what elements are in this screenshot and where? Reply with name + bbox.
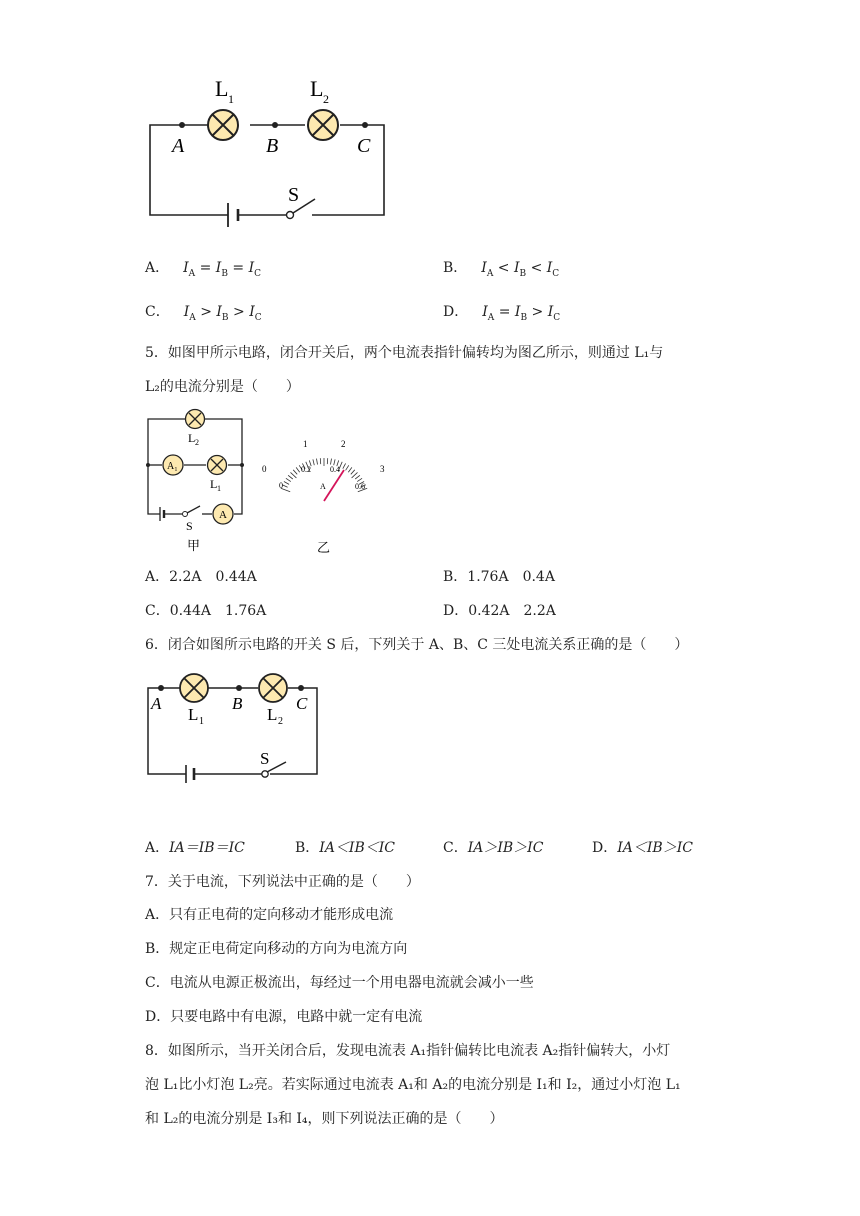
point-a-label: A <box>172 135 185 157</box>
svg-text:1: 1 <box>217 484 221 493</box>
q4-option-d[interactable]: D． $I_A = I_B > I_C$ <box>443 304 561 323</box>
dial-tick <box>291 472 297 478</box>
dial-tick <box>282 485 287 488</box>
dial-tick <box>293 470 297 475</box>
q6-stem: 6．闭合如图所示电路的开关 S 后，下列关于 A、B、C 三处电流关系正确的是（ ） <box>145 637 689 653</box>
q6-option-a[interactable]: A．IA＝IB＝IC <box>145 840 245 856</box>
svg-text:A: A <box>219 509 227 521</box>
series-circuit-figure-1 <box>140 70 400 230</box>
point-b-label-q6: B <box>232 694 243 713</box>
label-l2-q6: L <box>267 705 278 724</box>
q5-stem-line2: L₂的电流分别是（ ） <box>145 379 300 395</box>
dial-tick <box>317 459 318 465</box>
label-l2-jia: L <box>188 431 196 445</box>
dial-tick <box>352 472 358 478</box>
q5-option-c[interactable]: C．0.44A 1.76A <box>145 603 267 619</box>
dial-tick <box>343 463 346 468</box>
q5-stem-line1: 5．如图甲所示电路，闭合开关后，两个电流表指针偏转均为图乙所示，则通过 L₁与 <box>145 345 664 361</box>
point-c-label: C <box>357 135 371 157</box>
dial-unit: A <box>320 482 326 491</box>
q6-option-c[interactable]: C．IA＞IB＞IC <box>443 840 544 856</box>
svg-text:A₁: A₁ <box>167 461 178 472</box>
dial-tick <box>296 467 300 472</box>
label-s-jia: S <box>186 519 193 533</box>
dial-top-1: 1 <box>303 439 308 449</box>
q6-option-b[interactable]: B．IA＜IB＜IC <box>295 840 395 856</box>
dial-needle <box>324 470 344 501</box>
dial-tick <box>284 482 289 485</box>
dial-top-3: 3 <box>380 464 385 474</box>
q8-stem-line1: 8．如图所示，当开关闭合后，发现电流表 A₁指针偏转比电流表 A₂指针偏转大，小灯 <box>145 1043 671 1059</box>
label-l2: L <box>310 76 324 101</box>
lamp-l2-q6 <box>259 674 287 702</box>
svg-text:2: 2 <box>195 438 199 447</box>
dial-tick <box>351 470 355 475</box>
dial-tick <box>331 459 332 465</box>
svg-text:1: 1 <box>199 716 204 727</box>
caption-yi: 乙 <box>317 540 331 555</box>
q5-option-a[interactable]: A．2.2A 0.44A <box>145 569 257 585</box>
svg-text:2: 2 <box>323 92 329 106</box>
dial-tick <box>313 459 314 465</box>
dial-tick <box>286 478 291 481</box>
lamp-l1-jia <box>208 456 227 475</box>
dial-tick <box>288 475 293 479</box>
q4-option-a[interactable]: A． $I_A = I_B = I_C$ <box>145 260 262 279</box>
point-c-label-q6: C <box>296 694 308 713</box>
circuit-jia-figure <box>140 402 260 562</box>
q7-option-d[interactable]: D．只要电路中有电源，电路中就一定有电流 <box>145 1009 423 1025</box>
dial-bottom-1: 0.2 <box>301 465 311 474</box>
lamp-l1-q6 <box>180 674 208 702</box>
q4-option-c[interactable]: C． $I_A > I_B > I_C$ <box>145 304 262 323</box>
label-l1: L <box>215 76 229 101</box>
dial-top-0: 0 <box>262 464 267 474</box>
dial-tick <box>348 467 352 472</box>
q8-stem-line3: 和 L₂的电流分别是 I₃和 I₄，则下列说法正确的是（ ） <box>145 1111 504 1127</box>
dial-tick <box>355 475 360 479</box>
switch-label: S <box>288 184 300 206</box>
lamp-l2-jia <box>186 410 205 429</box>
dial-bottom-0: 0 <box>279 481 283 490</box>
svg-text:2: 2 <box>278 716 283 727</box>
q7-option-a[interactable]: A．只有正电荷的定向移动才能形成电流 <box>145 907 394 923</box>
dial-bottom-2: 0.4 <box>330 465 340 474</box>
q5-option-d[interactable]: D．0.42A 2.2A <box>443 603 556 619</box>
ammeter-dial-yi-figure <box>258 432 388 557</box>
label-l1-jia: L <box>210 477 218 491</box>
dial-top-2: 2 <box>341 439 346 449</box>
q7-option-c[interactable]: C．电流从电源正极流出，每经过一个用电器电流就会减小一些 <box>145 975 534 991</box>
q8-stem-line2: 泡 L₁比小灯泡 L₂亮。若实际通过电流表 A₁和 A₂的电流分别是 I₁和 I₂，通过小灯泡 L₁ <box>145 1077 681 1093</box>
dial-tick <box>346 465 349 470</box>
lamp-l1 <box>208 110 238 140</box>
caption-jia: 甲 <box>187 538 201 553</box>
lamp-l2 <box>308 110 338 140</box>
svg-text:1: 1 <box>228 92 234 106</box>
point-b-label: B <box>266 135 279 157</box>
q7-stem: 7．关于电流，下列说法中正确的是（ ） <box>145 874 420 890</box>
dial-bottom-3: 0.6 <box>355 482 365 491</box>
label-l1-q6: L <box>188 705 199 724</box>
point-a-label-q6: A <box>151 694 162 713</box>
label-s-q6: S <box>260 749 270 768</box>
q7-option-b[interactable]: B．规定正电荷定向移动的方向为电流方向 <box>145 941 408 957</box>
q6-option-d[interactable]: D．IA＜IB＞IC <box>592 840 693 856</box>
series-circuit-figure-q6 <box>140 664 330 786</box>
q5-option-b[interactable]: B．1.76A 0.4A <box>443 569 555 585</box>
q4-option-b[interactable]: B． $I_A < I_B < I_C$ <box>443 260 560 279</box>
